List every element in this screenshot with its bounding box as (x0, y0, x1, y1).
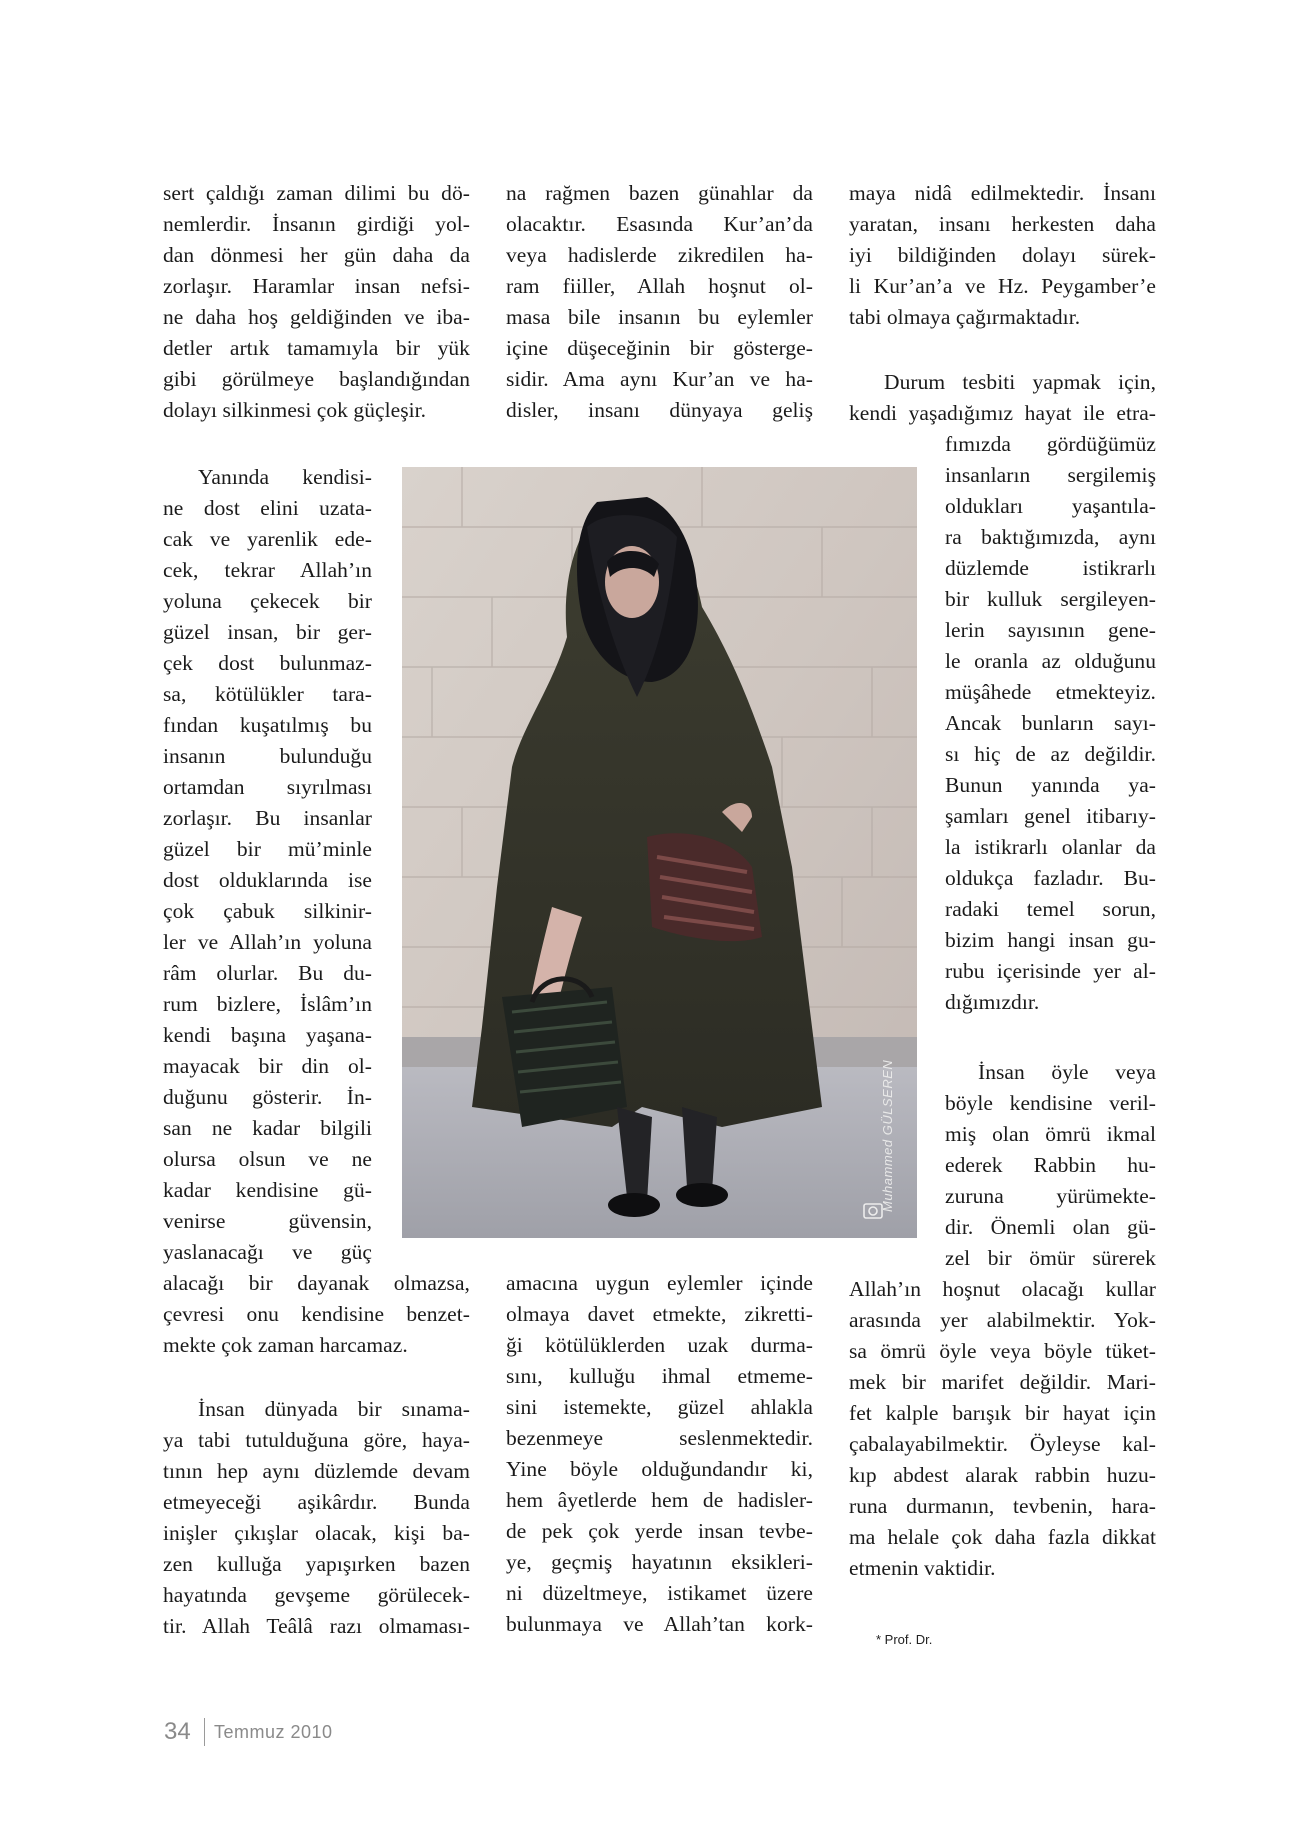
col3-line: etmenin vaktidir. (849, 1556, 996, 1580)
col2-line: bulunmaya ve Allah’tan kork- (506, 1612, 813, 1636)
footer-divider (204, 1718, 205, 1746)
col3-line: Durum tesbiti yapmak için, (884, 370, 1156, 394)
col2-line: içine düşeceğinin bir gösterge- (506, 336, 813, 360)
col3-line: çabalayabilmektir. Öyleyse kal- (849, 1432, 1156, 1456)
col3-line: la istikrarlı olanlar da (945, 835, 1156, 859)
col1-line: sa, kötülükler tara- (163, 682, 372, 706)
col1-line: güzel insan, bir ger- (163, 620, 372, 644)
col1-line: hayatında gevşeme görülecek- (163, 1583, 470, 1607)
col1-line: dan dönmesi her gün daha da (163, 243, 470, 267)
col3-line: zuruna yürümekte- (945, 1184, 1156, 1208)
col3-line: runa durmanın, tevbenin, hara- (849, 1494, 1156, 1518)
col1-line: dost olduklarında ise (163, 868, 372, 892)
col3-line: bir kulluk sergileyen- (945, 587, 1156, 611)
col1-line: güzel bir mü’minle (163, 837, 372, 861)
col3-line: fımızda gördüğümüz (945, 432, 1156, 456)
col2-line: masa bile insanın bu eylemler (506, 305, 813, 329)
col2-line: veya hadislerde zikredilen ha- (506, 243, 813, 267)
col1-line: Yanında kendisi- (198, 465, 372, 489)
col3-line: fet kalple barışık bir hayat için (849, 1401, 1156, 1425)
col3-line: ra baktığımızda, aynı (945, 525, 1156, 549)
col3-line: le oranla az olduğunu (945, 649, 1156, 673)
col1-line: san ne kadar bilgili (163, 1116, 372, 1140)
col3-line: sa ömrü öyle veya böyle tüket- (849, 1339, 1156, 1363)
col3-line: oldukları yaşantıla- (945, 494, 1156, 518)
col3-line: düzlemde istikrarlı (945, 556, 1156, 580)
col1-line: nemlerdir. İnsanın girdiği yol- (163, 212, 470, 236)
col3-line: dir. Önemli olan gü- (945, 1215, 1156, 1239)
col2-line: disler, insanı dünyaya geliş (506, 398, 813, 422)
col1-line: yoluna çekecek bir (163, 589, 372, 613)
col3-line: kıp abdest alarak rabbin huzu- (849, 1463, 1156, 1487)
col2-line: de pek çok yerde insan tevbe- (506, 1519, 813, 1543)
col1-line: tının hep aynı düzlemde devam (163, 1459, 470, 1483)
col1-line: inişler çıkışlar olacak, kişi ba- (163, 1521, 470, 1545)
col3-line: radaki temel sorun, (945, 897, 1156, 921)
col1-line: ler ve Allah’ın yoluna (163, 930, 372, 954)
col1-line: cek, tekrar Allah’ın (163, 558, 372, 582)
col2-line: ni düzeltmeye, istikamet üzere (506, 1581, 813, 1605)
col1-line: insanın bulunduğu (163, 744, 372, 768)
col1-line: venirse güvensin, (163, 1209, 372, 1233)
col1-line: İnsan dünyada bir sınama- (198, 1397, 470, 1421)
col2-line: olacaktır. Esasında Kur’an’da (506, 212, 813, 236)
photo-illustration (402, 467, 917, 1238)
col1-line: tir. Allah Teâlâ razı olmaması- (163, 1614, 470, 1638)
article-photo (402, 467, 917, 1238)
col3-line: insanların sergilemiş (945, 463, 1156, 487)
col3-line: İnsan öyle veya (978, 1060, 1156, 1084)
col1-line: çevresi onu kendisine benzet- (163, 1302, 470, 1326)
col3-line: sı hiç de az değildir. (945, 742, 1156, 766)
col1-line: zen kulluğa yapışırken bazen (163, 1552, 470, 1576)
col3-line: Bunun yanında ya- (945, 773, 1156, 797)
col1-line: kendi başına yaşana- (163, 1023, 372, 1047)
col3-line: kendi yaşadığımız hayat ile etra- (849, 401, 1156, 425)
col3-line: müşâhede etmekteyiz. (945, 680, 1156, 704)
issue-date: Temmuz 2010 (214, 1722, 333, 1742)
col1-line: rum bizlere, İslâm’ın (163, 992, 372, 1016)
col3-line: böyle kendisine veril- (945, 1091, 1156, 1115)
photo-credit: Muhammed GÜLSEREN (880, 1059, 895, 1212)
col1-line: çok çabuk silkinir- (163, 899, 372, 923)
col1-line: alacağı bir dayanak olmazsa, (163, 1271, 470, 1295)
col1-line: ortamdan sıyrılması (163, 775, 372, 799)
col3-line: şamları genel itibarıy- (945, 804, 1156, 828)
col3-line: iyi bildiğinden dolayı sürek- (849, 243, 1156, 267)
col2-line: sını, kulluğu ihmal etmeme- (506, 1364, 813, 1388)
col1-line: ya tabi tutulduğuna göre, haya- (163, 1428, 470, 1452)
col3-line: mek bir marifet değildir. Mari- (849, 1370, 1156, 1394)
col3-line: oldukça fazladır. Bu- (945, 866, 1156, 890)
col3-line: maya nidâ edilmektedir. İnsanı (849, 181, 1156, 205)
col3-line: bizim hangi insan gu- (945, 928, 1156, 952)
col3-line: yaratan, insanı herkesten daha (849, 212, 1156, 236)
col1-line: detler artık tamamıyla bir yük (163, 336, 470, 360)
col2-line: na rağmen bazen günahlar da (506, 181, 813, 205)
col2-line: ram fiiller, Allah hoşnut ol- (506, 274, 813, 298)
col2-line: amacına uygun eylemler içinde (506, 1271, 813, 1295)
col1-line: ne daha hoş geldiğinden ve iba- (163, 305, 470, 329)
col2-line: ği kötülüklerden uzak durma- (506, 1333, 813, 1357)
col3-line: rubu içerisinde yer al- (945, 959, 1156, 983)
page-number: 34 (164, 1718, 191, 1745)
col3-line: dığımızdır. (945, 990, 1040, 1014)
col1-line: zorlaşır. Haramlar insan nefsi- (163, 274, 470, 298)
col1-line: yaslanacağı ve güç (163, 1240, 372, 1264)
col2-line: sini istemekte, güzel ahlakla (506, 1395, 813, 1419)
col1-line: çek dost bulunmaz- (163, 651, 372, 675)
col1-line: olursa olsun ve ne (163, 1147, 372, 1171)
col1-line: ne dost elini uzata- (163, 496, 372, 520)
col2-line: olmaya davet etmekte, zikretti- (506, 1302, 813, 1326)
col2-line: Yine böyle olduğundandır ki, (506, 1457, 813, 1481)
col1-line: zorlaşır. Bu insanlar (163, 806, 372, 830)
col1-line: mekte çok zaman harcamaz. (163, 1333, 408, 1357)
col1-line: râm olurlar. Bu du- (163, 961, 372, 985)
col2-line: hem âyetlerde hem de hadisler- (506, 1488, 813, 1512)
col1-line: etmeyeceği aşikârdır. Bunda (163, 1490, 470, 1514)
col1-line: gibi görülmeye başlandığından (163, 367, 470, 391)
col3-line: ederek Rabbin hu- (945, 1153, 1156, 1177)
col1-line: fından kuşatılmış bu (163, 713, 372, 737)
col1-line: kadar kendisine gü- (163, 1178, 372, 1202)
col3-line: li Kur’an’a ve Hz. Peygamber’e (849, 274, 1156, 298)
col1-line: dolayı silkinmesi çok güçleşir. (163, 398, 427, 422)
col3-line: tabi olmaya çağırmaktadır. (849, 305, 1081, 329)
col2-line: sidir. Ama aynı Kur’an ve ha- (506, 367, 813, 391)
col1-line: duğunu gösterir. İn- (163, 1085, 372, 1109)
col1-line: mayacak bir din ol- (163, 1054, 372, 1078)
col1-line: cak ve yarenlik ede- (163, 527, 372, 551)
col3-line: Allah’ın hoşnut olacağı kullar (849, 1277, 1156, 1301)
col3-line: ma helale çok daha fazla dikkat (849, 1525, 1156, 1549)
col2-line: bezenmeye seslenmektedir. (506, 1426, 813, 1450)
col3-line: lerin sayısının gene- (945, 618, 1156, 642)
col1-line: sert çaldığı zaman dilimi bu dö- (163, 181, 470, 205)
col3-line: zel bir ömür sürerek (945, 1246, 1156, 1270)
col3-line: Ancak bunların sayı- (945, 711, 1156, 735)
col2-line: ye, geçmiş hayatının eksikleri- (506, 1550, 813, 1574)
col3-line: miş olan ömrü ikmal (945, 1122, 1156, 1146)
col3-line: arasında yer alabilmektir. Yok- (849, 1308, 1156, 1332)
footnote: * Prof. Dr. (876, 1632, 933, 1647)
